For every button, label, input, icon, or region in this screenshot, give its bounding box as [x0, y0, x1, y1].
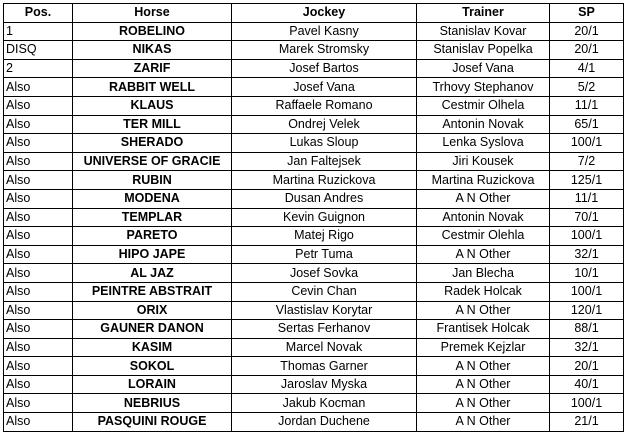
cell-trainer: Lenka Syslova: [417, 134, 550, 153]
cell-jockey: Lukas Sloup: [232, 134, 417, 153]
cell-sp: 5/2: [550, 78, 624, 97]
cell-jockey: Matej Rigo: [232, 227, 417, 246]
cell-horse: LORAIN: [73, 375, 232, 394]
cell-pos: Also: [4, 152, 73, 171]
cell-trainer: A N Other: [417, 189, 550, 208]
cell-trainer: Frantisek Holcak: [417, 320, 550, 339]
header-trainer: Trainer: [417, 4, 550, 23]
header-row: [4, 4, 624, 23]
cell-pos: Also: [4, 357, 73, 376]
cell-pos: 2: [4, 59, 73, 78]
cell-sp: 125/1: [550, 171, 624, 190]
cell-sp: 100/1: [550, 282, 624, 301]
cell-jockey: Josef Bartos: [232, 59, 417, 78]
table-row: [4, 189, 624, 208]
cell-trainer: A N Other: [417, 375, 550, 394]
cell-pos: Also: [4, 227, 73, 246]
cell-horse: PARETO: [73, 227, 232, 246]
cell-sp: 21/1: [550, 413, 624, 432]
cell-trainer: Trhovy Stephanov: [417, 78, 550, 97]
cell-sp: 4/1: [550, 59, 624, 78]
cell-pos: Also: [4, 189, 73, 208]
cell-pos: Also: [4, 282, 73, 301]
cell-horse: TEMPLAR: [73, 208, 232, 227]
cell-sp: 65/1: [550, 115, 624, 134]
cell-jockey: Petr Tuma: [232, 245, 417, 264]
cell-pos: Also: [4, 78, 73, 97]
table-row: [4, 282, 624, 301]
cell-pos: Also: [4, 413, 73, 432]
cell-horse: PASQUINI ROUGE: [73, 413, 232, 432]
table-body: [4, 22, 624, 431]
table-row: [4, 338, 624, 357]
table-row: [4, 320, 624, 339]
cell-pos: 1: [4, 22, 73, 41]
cell-trainer: Jan Blecha: [417, 264, 550, 283]
cell-trainer: Martina Ruzickova: [417, 171, 550, 190]
cell-pos: Also: [4, 394, 73, 413]
cell-horse: NEBRIUS: [73, 394, 232, 413]
cell-pos: Also: [4, 115, 73, 134]
cell-trainer: Cestmir Olehla: [417, 227, 550, 246]
cell-pos: Also: [4, 171, 73, 190]
cell-sp: 20/1: [550, 22, 624, 41]
cell-jockey: Vlastislav Korytar: [232, 301, 417, 320]
cell-sp: 20/1: [550, 357, 624, 376]
cell-horse: SOKOL: [73, 357, 232, 376]
cell-trainer: Antonin Novak: [417, 115, 550, 134]
cell-horse: HIPO JAPE: [73, 245, 232, 264]
table-row: [4, 375, 624, 394]
cell-pos: Also: [4, 375, 73, 394]
table-row: [4, 152, 624, 171]
table-row: [4, 59, 624, 78]
race-results-table: [3, 3, 624, 432]
table-row: [4, 208, 624, 227]
cell-sp: 10/1: [550, 264, 624, 283]
cell-pos: Also: [4, 338, 73, 357]
table-row: [4, 394, 624, 413]
cell-pos: Also: [4, 320, 73, 339]
cell-trainer: A N Other: [417, 301, 550, 320]
cell-jockey: Thomas Garner: [232, 357, 417, 376]
table-row: [4, 134, 624, 153]
cell-horse: KLAUS: [73, 96, 232, 115]
cell-horse: GAUNER DANON: [73, 320, 232, 339]
table-row: [4, 41, 624, 60]
cell-horse: SHERADO: [73, 134, 232, 153]
cell-jockey: Jakub Kocman: [232, 394, 417, 413]
cell-pos: Also: [4, 301, 73, 320]
table-row: [4, 78, 624, 97]
cell-sp: 120/1: [550, 301, 624, 320]
cell-jockey: Pavel Kasny: [232, 22, 417, 41]
header-pos: Pos.: [4, 4, 73, 23]
cell-pos: Also: [4, 245, 73, 264]
results-sheet: [3, 3, 624, 432]
table-row: [4, 115, 624, 134]
cell-jockey: Jaroslav Myska: [232, 375, 417, 394]
cell-pos: Also: [4, 134, 73, 153]
cell-trainer: Josef Vana: [417, 59, 550, 78]
cell-pos: Also: [4, 96, 73, 115]
cell-sp: 7/2: [550, 152, 624, 171]
cell-jockey: Kevin Guignon: [232, 208, 417, 227]
cell-sp: 40/1: [550, 375, 624, 394]
cell-trainer: Cestmir Olhela: [417, 96, 550, 115]
cell-jockey: Sertas Ferhanov: [232, 320, 417, 339]
cell-pos: Also: [4, 208, 73, 227]
cell-horse: PEINTRE ABSTRAIT: [73, 282, 232, 301]
cell-horse: ORIX: [73, 301, 232, 320]
cell-sp: 32/1: [550, 245, 624, 264]
cell-sp: 100/1: [550, 134, 624, 153]
cell-trainer: Stanislav Kovar: [417, 22, 550, 41]
cell-jockey: Martina Ruzickova: [232, 171, 417, 190]
cell-sp: 70/1: [550, 208, 624, 227]
table-header: [4, 4, 624, 23]
cell-pos: DISQ: [4, 41, 73, 60]
cell-trainer: Stanislav Popelka: [417, 41, 550, 60]
table-row: [4, 301, 624, 320]
table-row: [4, 245, 624, 264]
cell-jockey: Cevin Chan: [232, 282, 417, 301]
cell-trainer: Jiri Kousek: [417, 152, 550, 171]
cell-pos: Also: [4, 264, 73, 283]
header-sp: SP: [550, 4, 624, 23]
table-row: [4, 22, 624, 41]
cell-jockey: Dusan Andres: [232, 189, 417, 208]
cell-horse: NIKAS: [73, 41, 232, 60]
cell-trainer: Premek Kejzlar: [417, 338, 550, 357]
cell-horse: MODENA: [73, 189, 232, 208]
cell-horse: ROBELINO: [73, 22, 232, 41]
cell-horse: UNIVERSE OF GRACIE: [73, 152, 232, 171]
cell-jockey: Marcel Novak: [232, 338, 417, 357]
table-row: [4, 413, 624, 432]
cell-sp: 100/1: [550, 394, 624, 413]
cell-jockey: Marek Stromsky: [232, 41, 417, 60]
cell-trainer: Antonin Novak: [417, 208, 550, 227]
cell-horse: TER MILL: [73, 115, 232, 134]
cell-trainer: A N Other: [417, 357, 550, 376]
cell-jockey: Raffaele Romano: [232, 96, 417, 115]
header-jockey: Jockey: [232, 4, 417, 23]
table-row: [4, 171, 624, 190]
cell-sp: 32/1: [550, 338, 624, 357]
cell-jockey: Jan Faltejsek: [232, 152, 417, 171]
cell-sp: 11/1: [550, 189, 624, 208]
cell-jockey: Josef Vana: [232, 78, 417, 97]
cell-jockey: Ondrej Velek: [232, 115, 417, 134]
table-row: [4, 357, 624, 376]
cell-trainer: A N Other: [417, 245, 550, 264]
cell-trainer: A N Other: [417, 394, 550, 413]
table-row: [4, 96, 624, 115]
cell-sp: 100/1: [550, 227, 624, 246]
table-row: [4, 264, 624, 283]
cell-jockey: Josef Sovka: [232, 264, 417, 283]
cell-horse: RABBIT WELL: [73, 78, 232, 97]
cell-trainer: Radek Holcak: [417, 282, 550, 301]
cell-horse: AL JAZ: [73, 264, 232, 283]
header-horse: Horse: [73, 4, 232, 23]
cell-horse: RUBIN: [73, 171, 232, 190]
cell-trainer: A N Other: [417, 413, 550, 432]
table-row: [4, 227, 624, 246]
cell-horse: ZARIF: [73, 59, 232, 78]
cell-horse: KASIM: [73, 338, 232, 357]
cell-sp: 11/1: [550, 96, 624, 115]
cell-sp: 88/1: [550, 320, 624, 339]
cell-jockey: Jordan Duchene: [232, 413, 417, 432]
cell-sp: 20/1: [550, 41, 624, 60]
